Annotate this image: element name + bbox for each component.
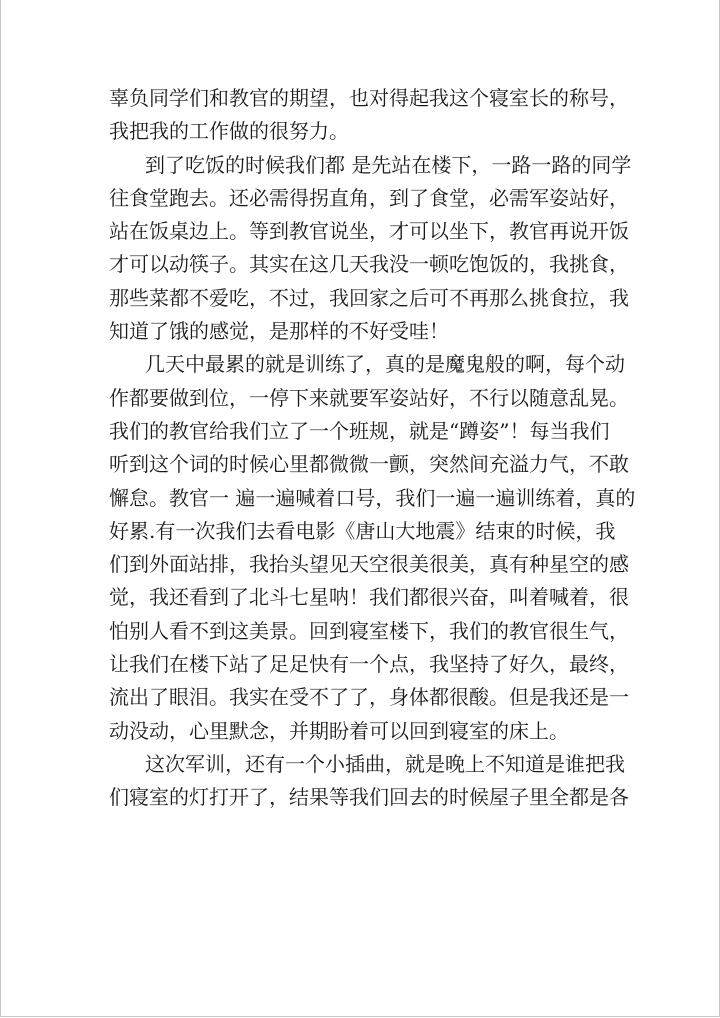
text-line: 站在饭桌边上。等到教官说坐，才可以坐下，教官再说开饭 — [109, 219, 629, 244]
text-line: 听到这个词的时候心里都微微一颤，突然间充溢力气，不敢 — [109, 452, 629, 477]
text-line: 知道了饿的感觉，是那样的不好受哇！ — [109, 319, 449, 344]
text-line: 这次军训，还有一个小插曲，就是晚上不知道是谁把我 — [145, 751, 625, 776]
text-line: 作都要做到位，一停下来就要军姿站好，不行以随意乱晃。 — [109, 385, 629, 410]
text-line: 让我们在楼下站了足足快有一个点，我坚持了好久，最终， — [109, 652, 629, 677]
text-line: 好累.有一次我们去看电影《唐山大地震》结束的时候，我 — [109, 518, 616, 543]
paragraph-3 — [109, 348, 636, 748]
text-line: 辜负同学们和教官的期望，也对得起我这个寝室长的称号， — [109, 86, 629, 110]
text-line: 流出了眼泪。我实在受不了了，身体都很酸。但是我还是一 — [109, 685, 629, 710]
text-line: 怕别人看不到这美景。回到寝室楼下，我们的教官很生气， — [109, 618, 629, 643]
text-line: 到了吃饭的时候我们都 是先站在楼下，一路一路的同学 — [145, 152, 632, 177]
text-line: 往食堂跑去。还必需得拐直角，到了食堂，必需军姿站好， — [109, 185, 629, 210]
text-line: 动没动，心里默念，并期盼着可以回到寝室的床上。 — [109, 718, 569, 743]
text-line: 们寝室的灯打开了，结果等我们回去的时候屋子里全都是各 — [109, 785, 629, 810]
text-line: 懈怠。教官一 遍一遍喊着口号，我们一遍一遍训练着，真的 — [109, 485, 636, 510]
text-line: 才可以动筷子。其实在这几天我没一顿吃饱饭的，我挑食， — [109, 252, 629, 277]
text-line: 觉，我还看到了北斗七星呐！我们都很兴奋，叫着喊着，很 — [109, 585, 629, 610]
paragraph-2 — [109, 149, 632, 349]
paragraph-4 — [109, 748, 629, 815]
text-line: 我们的教官给我们立了一个班规，就是“蹲姿”！每当我们 — [109, 418, 610, 443]
paragraph-1 — [109, 82, 629, 149]
text-line: 我把我的工作做的很努力。 — [109, 119, 349, 144]
text-line: 几天中最累的就是训练了，真的是魔鬼般的啊，每个动 — [145, 352, 625, 377]
text-line: 那些菜都不爱吃，不过，我回家之后可不再那么挑食拉，我 — [109, 285, 629, 310]
document-body — [109, 82, 636, 815]
text-line: 们到外面站排，我抬头望见天空很美很美，真有种星空的感 — [109, 552, 629, 577]
